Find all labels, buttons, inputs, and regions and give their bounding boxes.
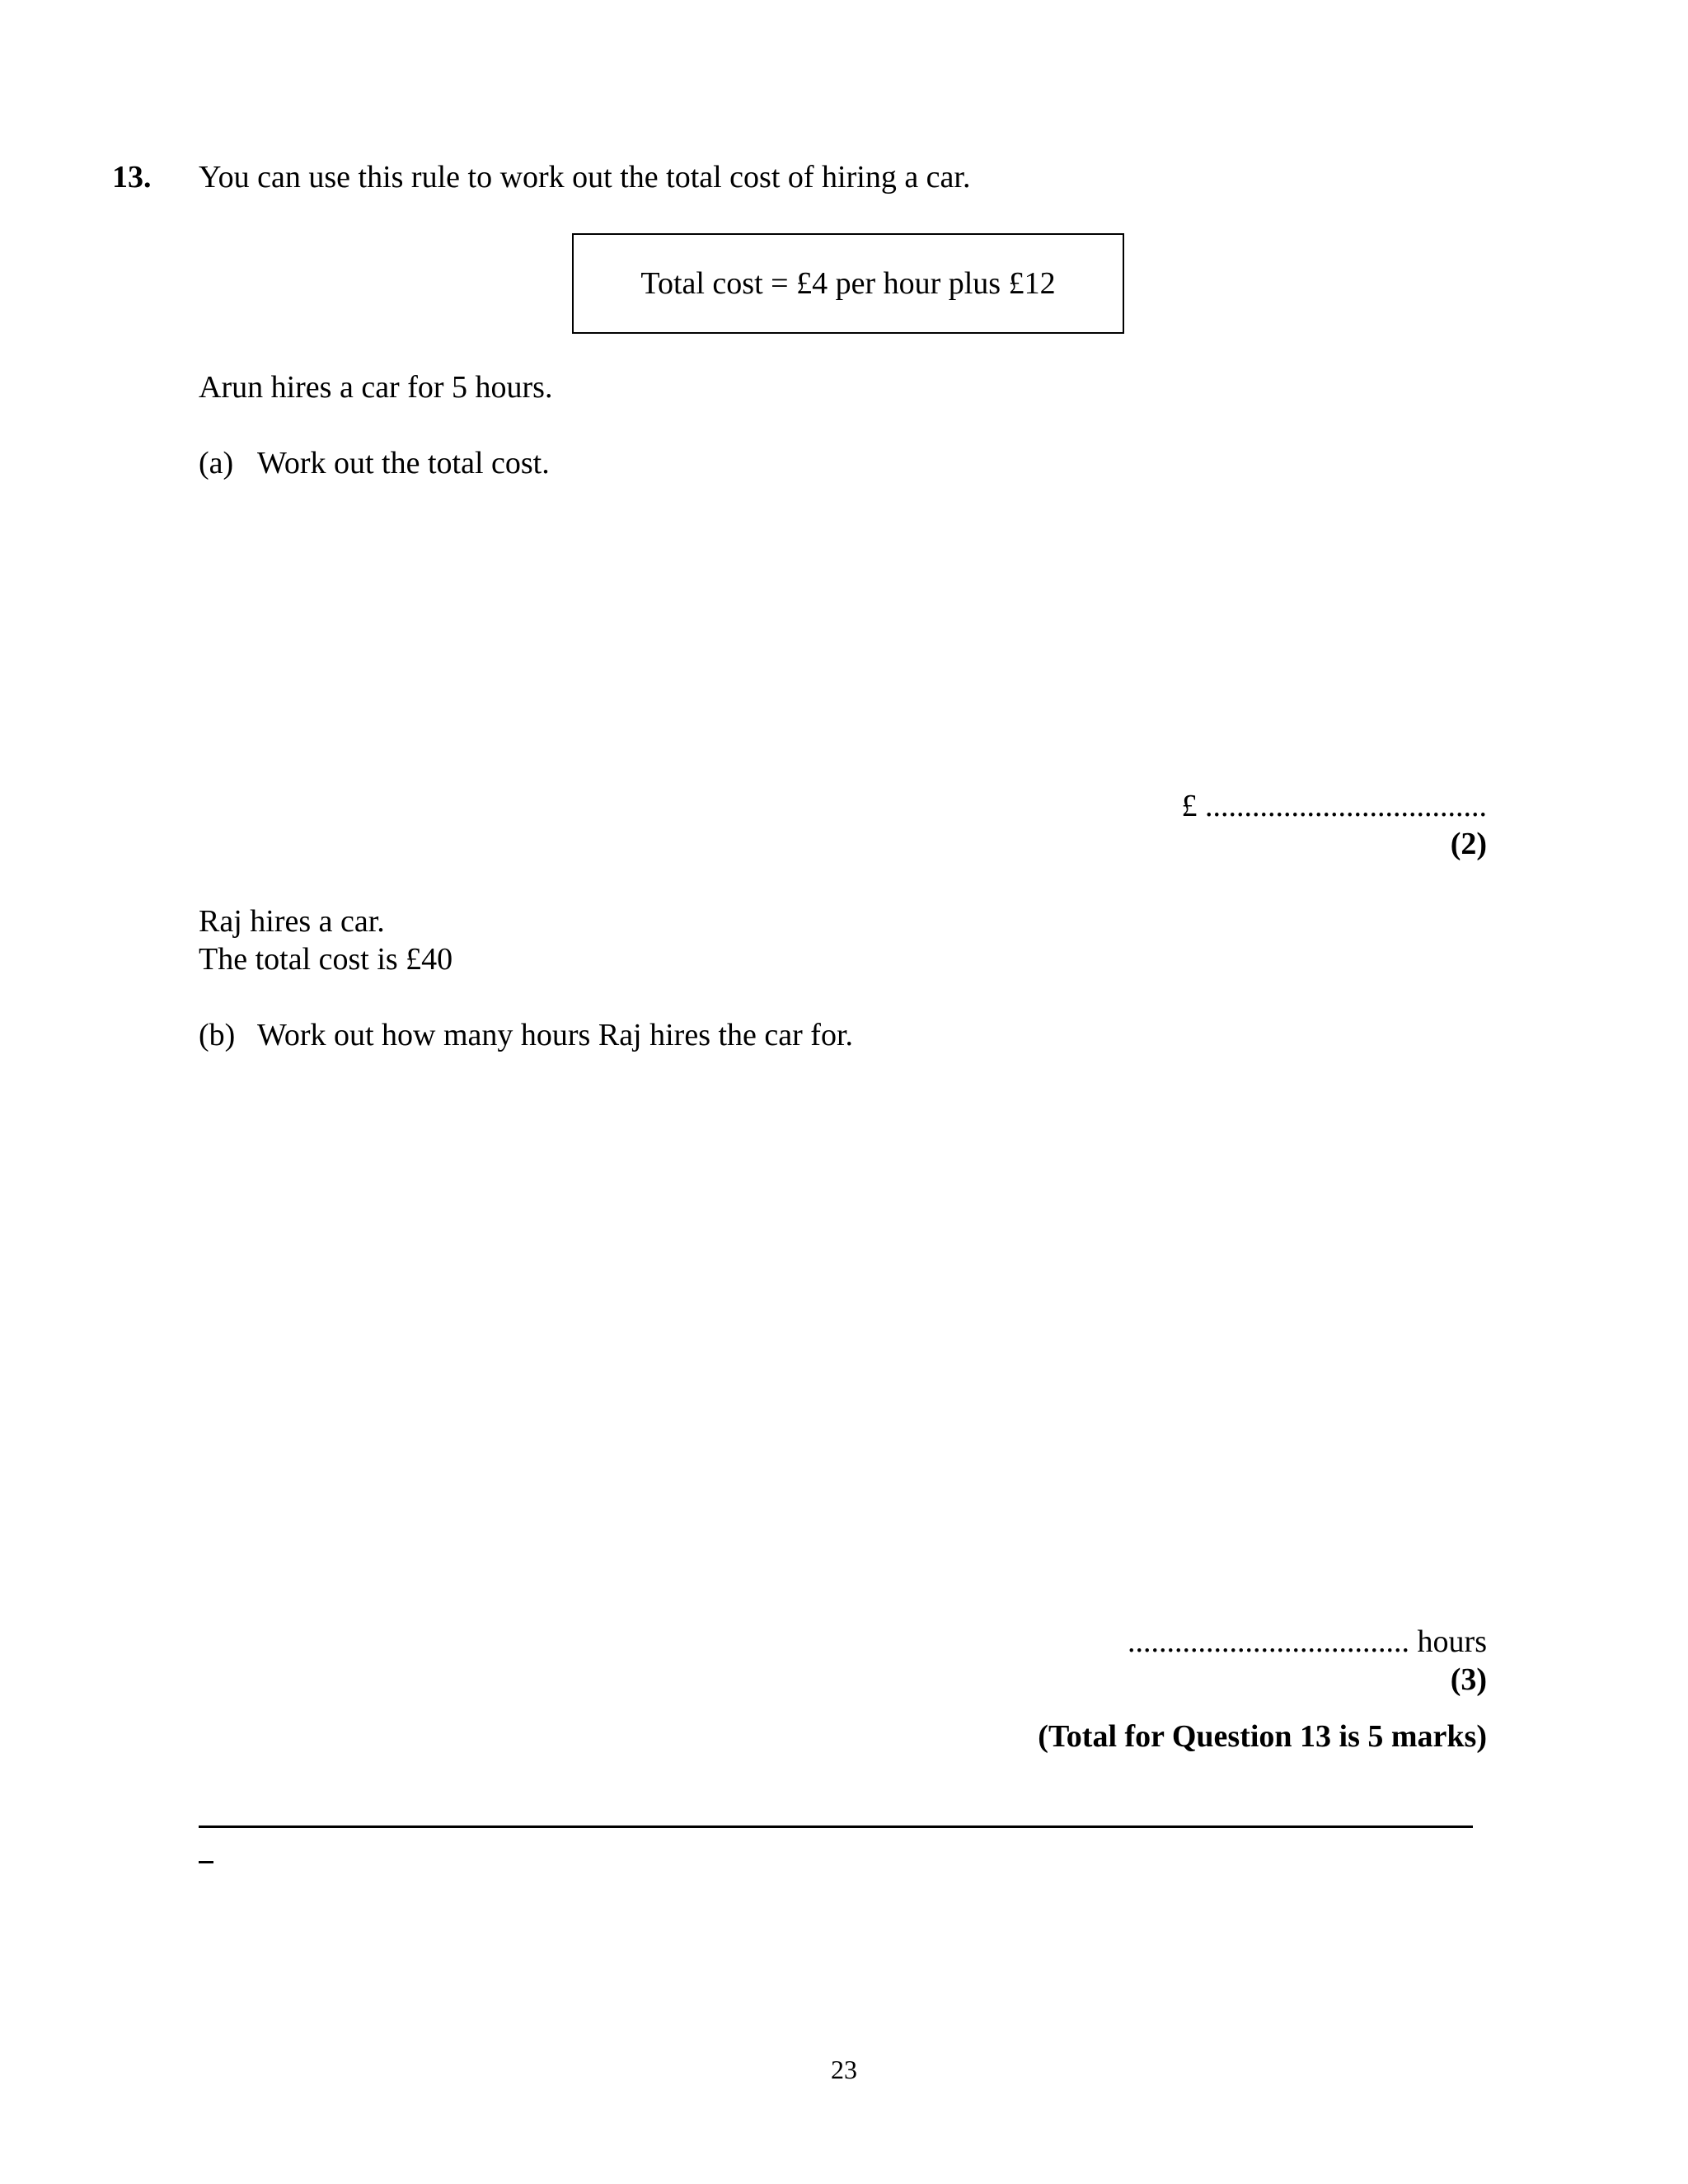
rule-box bbox=[572, 233, 1124, 334]
part-b-label: (b) bbox=[199, 1018, 236, 1052]
question-intro: You can use this rule to work out the total cost of hiring a car. bbox=[199, 160, 971, 194]
arun-statement: Arun hires a car for 5 hours. bbox=[199, 370, 553, 405]
part-b-marks: (3) bbox=[1450, 1662, 1487, 1697]
total-marks: (Total for Question 13 is 5 marks) bbox=[1038, 1719, 1487, 1754]
part-b-answer-line[interactable]: .................................... hours bbox=[1128, 1624, 1487, 1659]
raj-statement-2: The total cost is £40 bbox=[199, 942, 453, 977]
part-a-question: Work out the total cost. bbox=[257, 446, 550, 480]
rule-text: Total cost = £4 per hour plus £12 bbox=[640, 266, 1056, 301]
part-a-marks: (2) bbox=[1450, 827, 1487, 861]
section-divider bbox=[199, 1825, 1473, 1828]
page-number: 23 bbox=[831, 2055, 857, 2084]
part-a-label: (a) bbox=[199, 446, 234, 480]
part-a-answer-line[interactable]: £ .................................... bbox=[1181, 789, 1487, 823]
part-b-question: Work out how many hours Raj hires the car for. bbox=[257, 1018, 854, 1052]
divider-stub bbox=[199, 1861, 213, 1863]
raj-statement-1: Raj hires a car. bbox=[199, 904, 385, 939]
question-number: 13. bbox=[112, 160, 152, 194]
